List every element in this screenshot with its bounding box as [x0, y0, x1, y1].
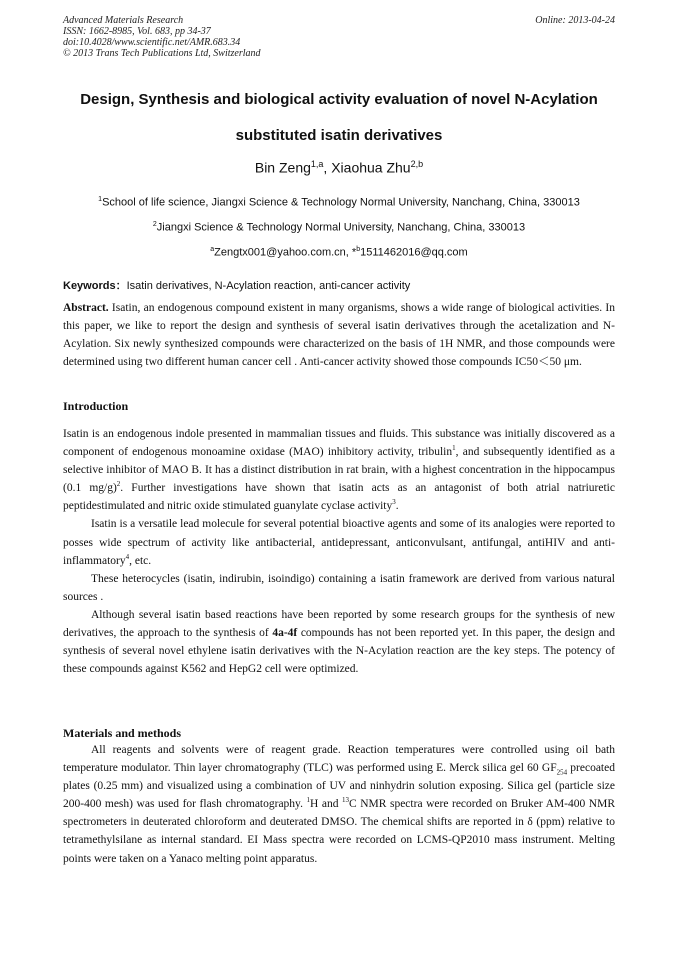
methods-paragraph: All reagents and solvents were of reagent grade. Reaction temperatures were controlled using oil bath temperature modulator. Thin layer chromatography (TLC) was performed using E. Merck silica gel 60 $GF_{254}$ precoated plates (0.25 mm) and visualized using a combination of UV and ninhydrin solution exposing. Silica gel (particle size 200-400 mesh) was used for flash chromatography. $^1$H and $^{13}$C NMR spectra were recorded on Bruker AM-400 NMR spectrometers in deuterated chloroform and deuterated DMSO. The chemical shifts are reported in δ (ppm) relative to tetramethylsilane as internal standard. EI Mass spectra were recorded on LCMS-QP2010 mass instrument. Melting points were taken on a Yanaco melting point apparatus.	[63, 744, 616, 865]
author-emails	[40, 246, 638, 259]
online-date: Online: 2013-04-24	[535, 15, 615, 26]
author-1: Bin Zeng	[254, 159, 311, 176]
methods-body	[63, 741, 615, 868]
keywords-label: Keywords：	[63, 280, 127, 292]
affiliation-1-text: School of life science, Jiangxi Science & Technology Normal University, Nanchang, China, 330013	[102, 196, 580, 209]
affiliation-2	[40, 221, 638, 234]
doi-line: doi:10.4028/www.scientific.net/AMR.683.34	[63, 37, 241, 48]
email-b-sup: b	[356, 246, 361, 253]
affiliation-1-sup: 1	[98, 196, 103, 203]
abstract	[63, 299, 615, 371]
email-b-link[interactable]: 1511462016@qq.com	[360, 246, 468, 259]
author-2: Xiaohua Zhu	[331, 159, 411, 176]
intro-paragraph-2: Isatin is a versatile lead molecule for several potential bioactive agents and some of its analogies were reported to posses wide spectrum of activity like antibacterial, antidepressant, anticonvulsant, antifungal, antiHIV and anti-inflammatory$^4$, etc.	[63, 518, 615, 567]
intro-paragraph-3: These heterocycles (isatin, indirubin, isoindigo) containing a isatin framework are derived from various natural sources .	[63, 572, 615, 603]
introduction-body	[63, 425, 615, 678]
journal-header	[63, 15, 615, 59]
email-a-link[interactable]: Zengtx001@yahoo.com.cn, *	[214, 246, 357, 259]
paper-title-line-2: substituted isatin derivatives	[235, 127, 443, 144]
keywords-text: Isatin derivatives, N-Acylation reaction, anti-cancer activity	[126, 280, 411, 292]
methods-heading: Materials and methods	[63, 726, 181, 740]
intro-paragraph-4: Although several isatin based reactions have been reported by some research groups for the synthesis of new derivatives, the approach to the synthesis of 4a-4f compounds has not been reported yet. In this paper, the design and synthesis of several novel ethylene isatin derivatives with the N-Acylation reaction are the key steps. The potency of these compounds against K562 and HepG2 cell were optimized.	[63, 608, 615, 676]
email-a-sup: a	[210, 246, 215, 253]
author-list	[40, 159, 638, 176]
copyright-line: © 2013 Trans Tech Publications Ltd, Switzerland	[63, 48, 261, 59]
affiliation-2-text: Jiangxi Science & Technology Normal University, Nanchang, China, 330013	[156, 221, 526, 234]
paper-title-line-1: Design, Synthesis and biological activity evaluation of novel N-Acylation	[80, 91, 598, 108]
abstract-text: Isatin, an endogenous compound existent in many organisms, shows a wide range of biological activities. In this paper, we like to report the design and synthesis of several isatin derivatives through the acetalization and N-Acylation. Six newly synthesized compounds were characterized on the basis of 1H NMR, and those compounds were determined using two different human cancer cell . Anti-cancer activity showed those compounds IC50＜50 μm.	[63, 302, 615, 369]
intro-paragraph-1: Isatin is an endogenous indole presented in mammalian tissues and fluids. This substance was initially discovered as a component of endogenous monoamine oxidase (MAO) inhibitory activity, tribulin$^1$, and subsequently identified as a selective inhibitor of MAO B. It has a distinct distribution in rat brain, with a highest concentration in the hippocampus (0.1 mg/g)$^2$. Further investigations have shown that isatin acts as an antagonist of both atrial natriuretic peptidestimulated and nitric oxide stimulated guanylate cyclase activity$^3$.	[63, 428, 615, 513]
affiliation-1	[40, 196, 638, 209]
affiliation-2-sup: 2	[152, 221, 157, 228]
issn-line: ISSN: 1662-8985, Vol. 683, pp 34-37	[63, 26, 211, 37]
author-1-sup: 1,a	[310, 159, 324, 169]
introduction-heading: Introduction	[63, 399, 129, 413]
author-separator: ,	[323, 159, 332, 176]
journal-name: Advanced Materials Research	[63, 15, 184, 26]
abstract-label: Abstract.	[63, 302, 109, 314]
keywords	[63, 277, 615, 293]
author-2-sup: 2,b	[410, 159, 424, 169]
